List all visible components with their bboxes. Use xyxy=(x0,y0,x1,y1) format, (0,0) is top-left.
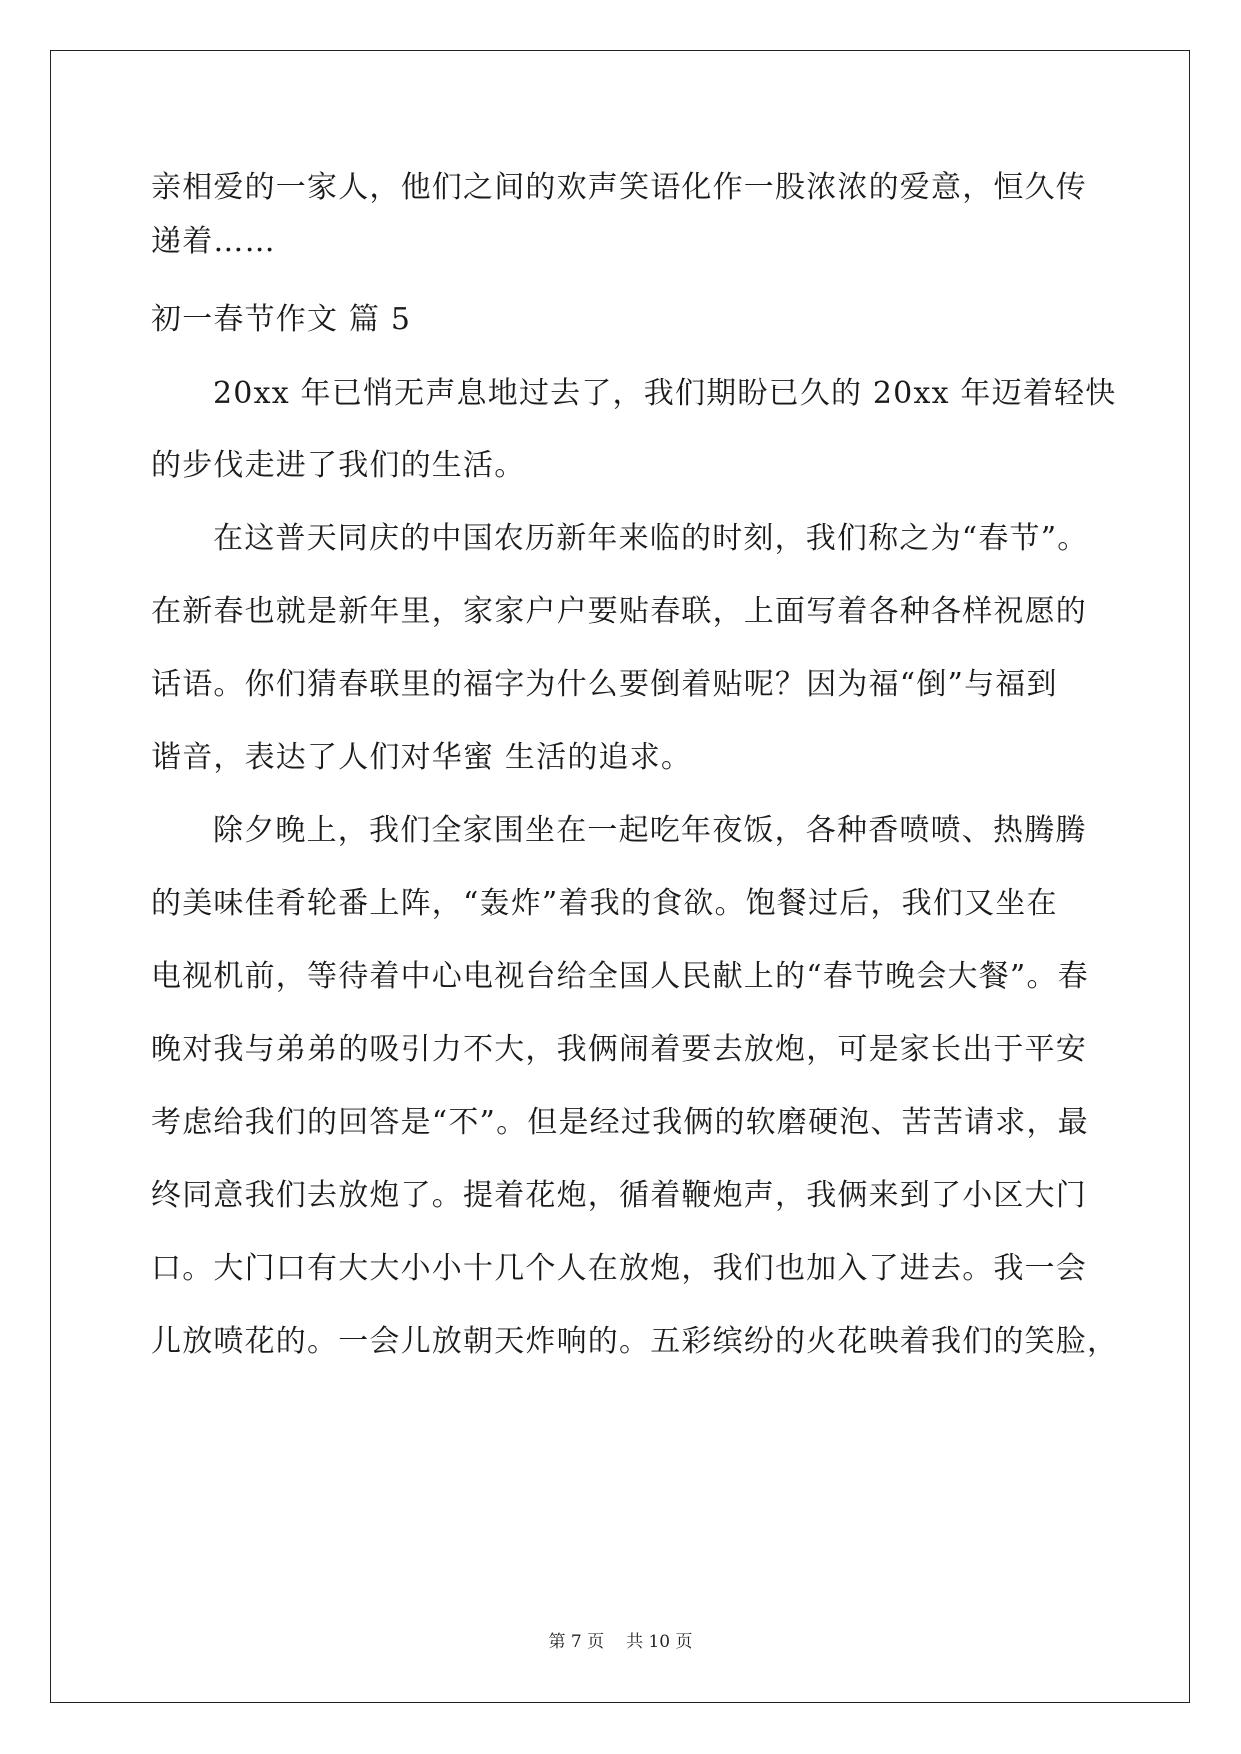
text-line: 递着…… xyxy=(151,224,276,259)
text-line: 在这普天同庆的中国农历新年来临的时刻，我们称之为“春节”。 xyxy=(213,521,1089,556)
text-line: 话语。你们猜春联里的福字为什么要倒着贴呢？因为福“倒”与福到 xyxy=(151,667,1058,702)
text-line: 谐音，表达了人们对华蜜 生活的追求。 xyxy=(151,740,693,775)
text-line: 除夕晚上，我们全家围坐在一起吃年夜饭，各种香喷喷、热腾腾 xyxy=(213,813,1087,848)
section-heading: 初一春节作文 篇 5 xyxy=(151,302,412,337)
page-number: 第 7 页 xyxy=(548,1632,605,1652)
text-line: 电视机前，等待着中心电视台给全国人民献上的“春节晚会大餐”。春 xyxy=(151,959,1089,994)
text-line: 亲相爱的一家人，他们之间的欢声笑语化作一股浓浓的爱意，恒久传 xyxy=(151,170,1087,205)
text-line: 在新春也就是新年里，家家户户要贴春联，上面写着各种各样祝愿的 xyxy=(151,594,1087,629)
page-total: 共 10 页 xyxy=(626,1632,693,1652)
text-line: 考虑给我们的回答是“不”。但是经过我俩的软磨硬泡、苦苦请求，最 xyxy=(151,1105,1089,1140)
text-line: 晚对我与弟弟的吸引力不大，我俩闹着要去放炮，可是家长出于平安 xyxy=(151,1032,1087,1067)
page-footer xyxy=(0,1631,1241,1653)
text-line: 的美味佳肴轮番上阵，“轰炸”着我的食欲。饱餐过后，我们又坐在 xyxy=(151,886,1058,921)
text-line: 的步伐走进了我们的生活。 xyxy=(151,448,526,483)
text-line: 口。大门口有大大小小十几个人在放炮，我们也加入了进去。我一会 xyxy=(151,1251,1087,1286)
page-border xyxy=(50,50,1190,1703)
text-line: 20xx 年已悄无声息地过去了，我们期盼已久的 20xx 年迈着轻快 xyxy=(213,376,1117,411)
text-line: 终同意我们去放炮了。提着花炮，循着鞭炮声，我俩来到了小区大门 xyxy=(151,1178,1087,1213)
text-line: 儿放喷花的。一会儿放朝天炸响的。五彩缤纷的火花映着我们的笑脸， xyxy=(151,1324,1119,1359)
